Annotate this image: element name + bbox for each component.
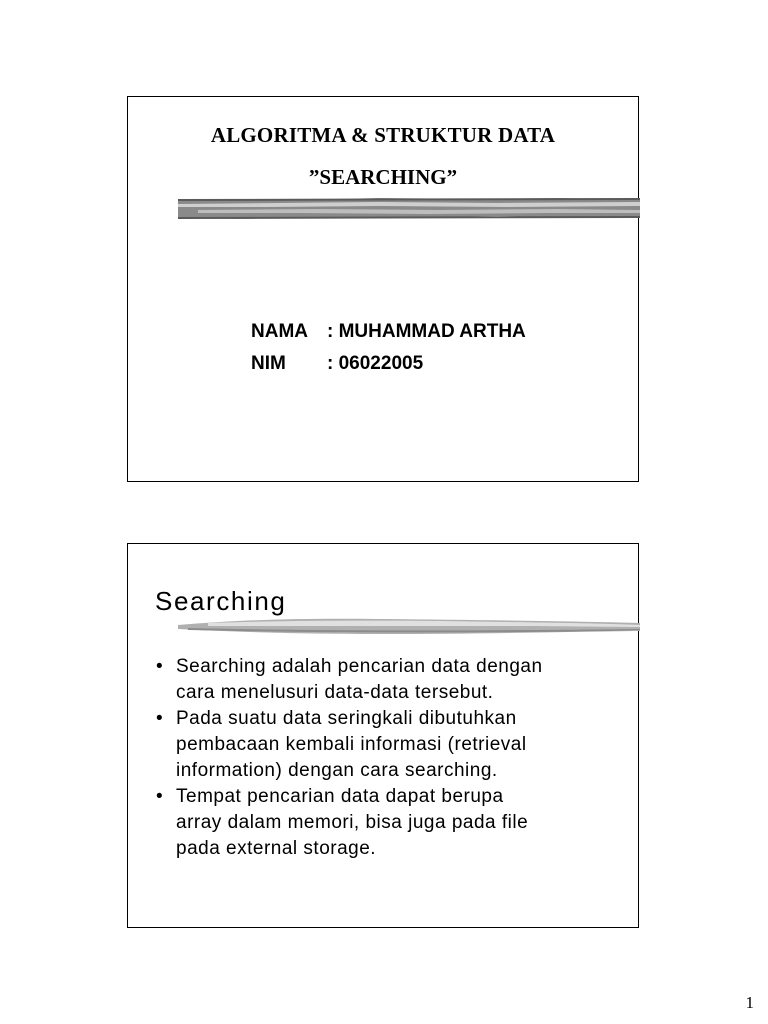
slide-heading: Searching [155, 586, 287, 616]
slide-subtitle: ”SEARCHING” [308, 165, 458, 189]
name-row [251, 321, 526, 343]
bullet-text-line: Searching adalah pencarian data dengan [176, 656, 543, 677]
name-label: NAMA [251, 321, 308, 342]
bullet-icon: • [156, 708, 164, 729]
brush-stroke-divider [178, 195, 640, 221]
bullet-list [154, 654, 624, 862]
bullet-text-line: Tempat pencarian data dapat berupa [176, 786, 504, 807]
bullet-text-line: Pada suatu data seringkali dibutuhkan [176, 708, 517, 729]
nim-label: NIM [251, 353, 286, 374]
brush-stroke-divider [178, 614, 640, 638]
list-item [154, 706, 624, 784]
bullet-text-line: pembacaan kembali informasi (retrieval [176, 734, 527, 755]
slide-title: ALGORITMA & STRUKTUR DATA [210, 123, 556, 147]
list-item [154, 784, 624, 862]
nim-value: : 06022005 [327, 353, 424, 374]
bullet-text-line: information) dengan cara searching. [176, 760, 498, 781]
bullet-text-line: cara menelusuri data-data tersebut. [176, 682, 494, 703]
bullet-icon: • [156, 786, 164, 807]
page-number: 1 [745, 993, 754, 1012]
bullet-text-line: pada external storage. [176, 838, 377, 859]
title-slide [127, 96, 639, 482]
name-value: : MUHAMMAD ARTHA [327, 321, 526, 342]
bullet-text-line: array dalam memori, bisa juga pada file [176, 812, 529, 833]
list-item [154, 654, 624, 706]
content-slide [127, 543, 639, 928]
bullet-icon: • [156, 656, 164, 677]
nim-row [251, 353, 423, 375]
